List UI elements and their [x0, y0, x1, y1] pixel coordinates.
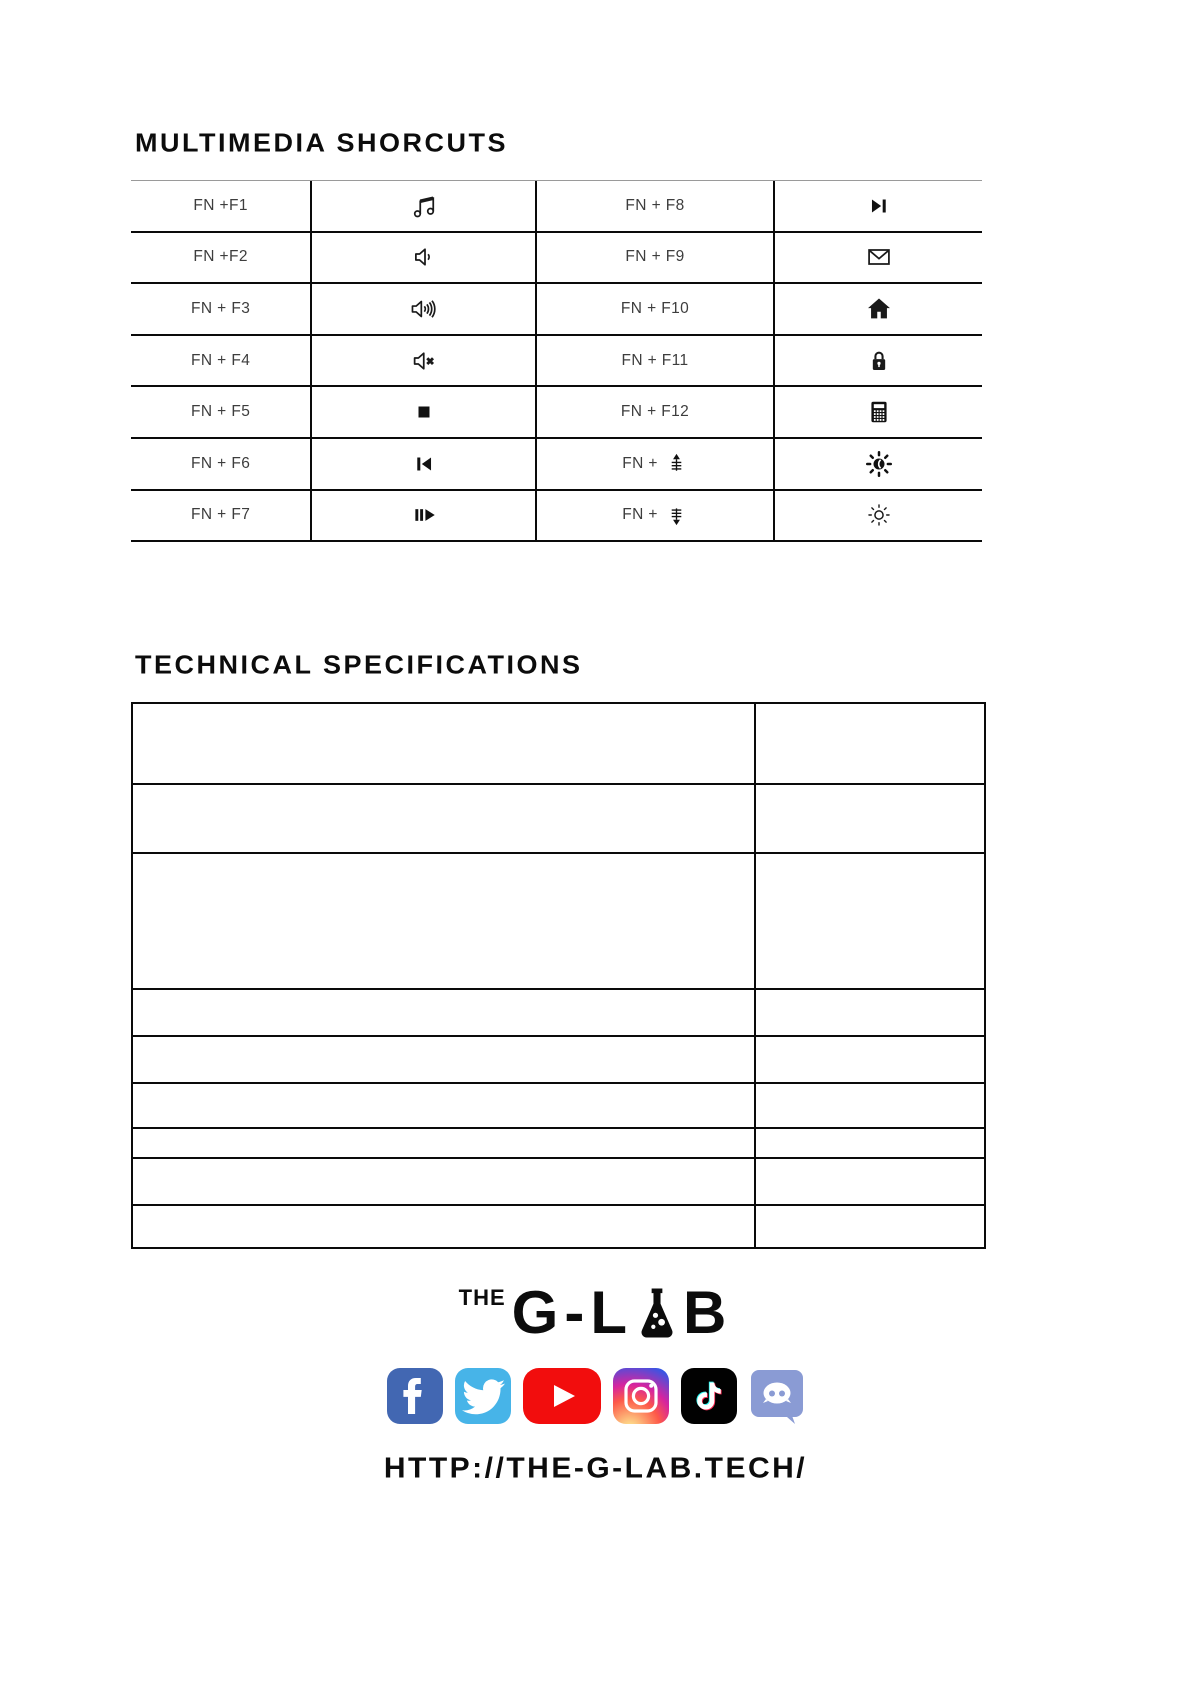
- shortcut-icon-cell: [312, 181, 537, 231]
- spec-row: [133, 704, 984, 785]
- spec-cell-left: [133, 785, 756, 852]
- logo-text-right: B: [682, 1279, 733, 1346]
- stop-icon: [412, 400, 436, 424]
- spec-row: [133, 854, 984, 990]
- spec-cell-right: [756, 854, 984, 988]
- spec-cell-left: [133, 854, 756, 988]
- shortcut-icon-cell: [775, 233, 982, 283]
- volume-up-icon: [407, 294, 441, 324]
- g-lab-logo-inner: [458, 1279, 733, 1346]
- shortcut-icon-cell: [775, 181, 982, 231]
- technical-specifications-table: [131, 702, 986, 1249]
- spec-cell-left: [133, 1206, 756, 1247]
- logo-the-text: THE: [458, 1285, 506, 1310]
- spec-cell-right: [756, 704, 984, 783]
- shortcut-icon-cell: [312, 233, 537, 283]
- shortcut-key-label: FN +: [622, 506, 658, 524]
- mute-icon: [409, 346, 439, 376]
- shortcut-key-label: FN + F11: [537, 336, 775, 386]
- shortcut-row: [131, 181, 982, 233]
- spec-cell-left: [133, 1159, 756, 1204]
- shortcut-key-combo-cell: [537, 439, 775, 489]
- shortcut-icon-cell: [775, 387, 982, 437]
- mail-icon: [865, 243, 893, 271]
- spec-row: [133, 1129, 984, 1159]
- shortcut-row: [131, 387, 982, 439]
- shortcut-icon-cell: [312, 491, 537, 541]
- previous-track-icon: [411, 451, 437, 477]
- multimedia-shortcuts-title: MULTIMEDIA SHORCUTS: [135, 128, 508, 158]
- brightness-up-icon: [864, 449, 894, 479]
- volume-down-icon: [409, 242, 439, 272]
- shortcut-key-label: FN + F4: [131, 336, 312, 386]
- spec-row: [133, 1037, 984, 1084]
- spec-cell-right: [756, 785, 984, 852]
- facebook-icon[interactable]: [387, 1368, 443, 1424]
- shortcut-icon-cell: [775, 284, 982, 334]
- twitter-icon[interactable]: [455, 1368, 511, 1424]
- spec-cell-left: [133, 704, 756, 783]
- shortcut-key-label: FN +: [622, 454, 658, 472]
- tiktok-icon[interactable]: [681, 1368, 737, 1424]
- home-icon: [865, 295, 893, 323]
- multimedia-shortcuts-table: [131, 180, 982, 542]
- shortcut-icon-cell: [312, 336, 537, 386]
- shortcut-icon-cell: [312, 284, 537, 334]
- shortcut-key-label: FN + F3: [131, 284, 312, 334]
- music-note-icon: [409, 191, 439, 221]
- shortcut-icon-cell: [312, 439, 537, 489]
- shortcut-key-label: FN + F5: [131, 387, 312, 437]
- spec-cell-left: [133, 1129, 756, 1157]
- website-url-link[interactable]: HTTP://THE-G-LAB.TECH/: [383, 1452, 808, 1485]
- shortcut-key-label: FN + F9: [537, 233, 775, 283]
- shortcut-icon-cell: [775, 336, 982, 386]
- shortcut-key-label: FN + F10: [537, 284, 775, 334]
- logo-text-left: G-L: [511, 1279, 633, 1346]
- shortcut-icon-cell: [312, 387, 537, 437]
- shortcut-row: [131, 336, 982, 388]
- discord-icon[interactable]: [749, 1368, 805, 1424]
- spec-cell-right: [756, 1037, 984, 1082]
- spec-row: [133, 785, 984, 854]
- shortcut-icon-cell: [775, 439, 982, 489]
- shortcut-key-label: FN + F7: [131, 491, 312, 541]
- next-track-icon: [866, 193, 892, 219]
- lock-icon: [866, 348, 892, 374]
- shortcut-key-label: FN + F12: [537, 387, 775, 437]
- spec-cell-left: [133, 990, 756, 1035]
- calculator-icon: [866, 399, 892, 425]
- down-arrow-key-icon: [665, 504, 688, 527]
- flask-icon: [634, 1283, 680, 1343]
- youtube-icon[interactable]: [523, 1368, 601, 1424]
- shortcut-icon-cell: [775, 491, 982, 541]
- shortcut-key-label: FN + F6: [131, 439, 312, 489]
- spec-row: [133, 1159, 984, 1206]
- shortcut-row: [131, 233, 982, 285]
- shortcut-key-label: FN + F8: [537, 181, 775, 231]
- spec-cell-right: [756, 990, 984, 1035]
- spec-cell-left: [133, 1084, 756, 1127]
- spec-row: [133, 1084, 984, 1129]
- technical-specifications-title: TECHNICAL SPECIFICATIONS: [135, 650, 583, 680]
- spec-cell-right: [756, 1129, 984, 1157]
- shortcut-row: [131, 439, 982, 491]
- spec-cell-right: [756, 1206, 984, 1247]
- shortcut-row: [131, 491, 982, 543]
- g-lab-logo: [0, 1279, 1191, 1346]
- shortcut-key-combo-cell: [537, 491, 775, 541]
- shortcut-row: [131, 284, 982, 336]
- play-pause-icon: [410, 501, 438, 529]
- spec-cell-right: [756, 1084, 984, 1127]
- shortcut-key-label: FN +F1: [131, 181, 312, 231]
- up-arrow-key-icon: [665, 452, 688, 475]
- shortcut-key-label: FN +F2: [131, 233, 312, 283]
- instagram-icon[interactable]: [613, 1368, 669, 1424]
- spec-cell-left: [133, 1037, 756, 1082]
- spec-row: [133, 1206, 984, 1247]
- spec-row: [133, 990, 984, 1037]
- brightness-down-icon: [865, 501, 893, 529]
- spec-cell-right: [756, 1159, 984, 1204]
- social-links-row: [0, 1368, 1191, 1424]
